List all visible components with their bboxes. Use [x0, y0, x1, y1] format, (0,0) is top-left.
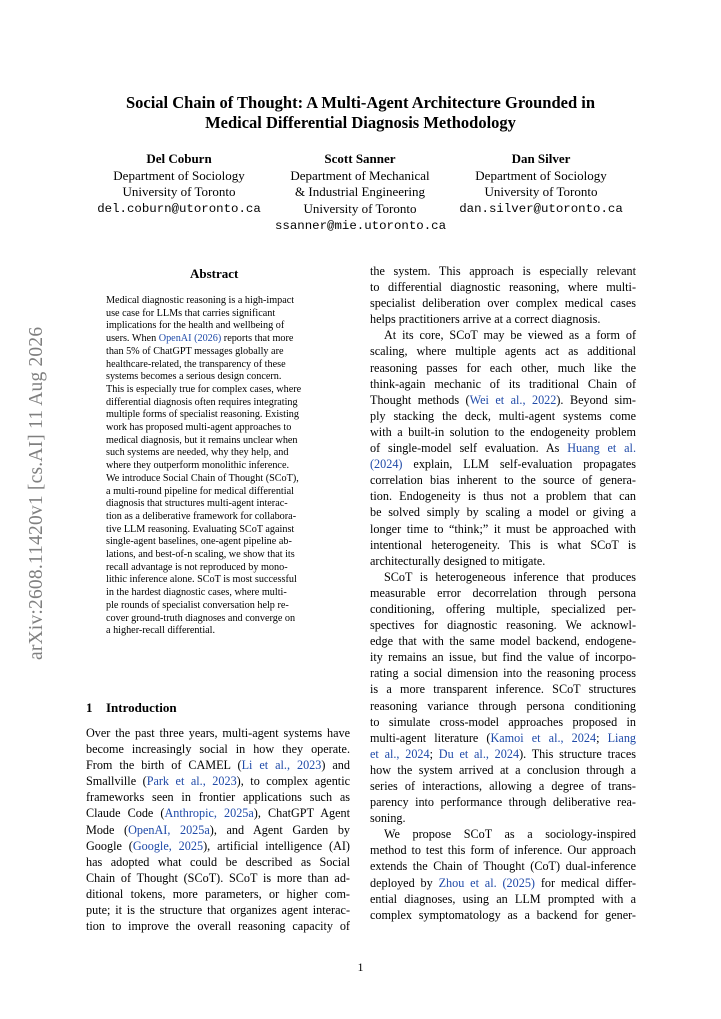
text-line: be solved simply by scaling a model or giving a [370, 505, 636, 520]
citation-link[interactable]: Liang [607, 730, 637, 745]
citation-link[interactable]: Wei et al., 2022 [469, 392, 557, 407]
text-line: Medical diagnostic reasoning is a high-impact [106, 295, 295, 306]
text-line: tive LLM reasoning. Evaluating SCoT against [106, 523, 295, 535]
abstract-heading: Abstract [190, 266, 239, 281]
text-line: At its core, SCoT may be viewed as a form of [384, 328, 636, 343]
text-line: From the birth of CAMEL (Li et al., 2023) and [86, 758, 350, 773]
text-line: think-again mechanic of its traditional Chain of [370, 376, 636, 391]
author-block-2 [270, 151, 450, 217]
text-line: Thought methods (Wei et al., 2022). Beyond sim- [370, 392, 636, 407]
text-line: lithic inference alone. SCoT is most successful [106, 574, 297, 586]
text-line: the system. This approach is especially relevant [370, 264, 636, 278]
author-affiliation: University of Toronto [122, 184, 236, 199]
text-line: how the system arrived at a conclusion through a [370, 762, 636, 777]
text-line: helps practitioners arrive at a correct diagnosis. [370, 312, 601, 327]
citation-link[interactable]: Li et al., 2023 [241, 758, 322, 773]
citation-link[interactable]: (2024) [370, 457, 403, 472]
text-line: parency into performance through deliberative rea- [370, 795, 636, 810]
text-line: has adopted what could be described as Social [86, 854, 350, 869]
text-line: ential diagnoses, using an LLM prompted with a [370, 891, 636, 906]
citation-link[interactable]: Park et al., 2023 [146, 774, 237, 789]
text-line: rating a social dimension into the reasoning process [370, 666, 636, 681]
text-line: systems becomes a serious design concern. [106, 371, 282, 383]
text-line: Mode (OpenAI, 2025a), and Agent Garden by [86, 822, 351, 837]
citation-link[interactable]: OpenAI, 2025a [128, 822, 210, 837]
author-affiliation: Department of Sociology [113, 167, 245, 183]
author-name: Scott Sanner [324, 151, 396, 166]
text-line: users. When OpenAI (2026) reports that more [106, 333, 294, 345]
text-line: where they outperform monolithic inference. [106, 460, 290, 472]
text-line: Over the past three years, multi-agent systems have [86, 726, 350, 740]
text-line: recall advantage is not reproduced by mono- [106, 561, 288, 573]
text-line: architecturally designed to mitigate. [370, 553, 546, 568]
left-column-text [86, 725, 350, 934]
citation-link[interactable]: Du et al., 2024 [438, 746, 520, 761]
text-line: edge that with the same model backend, endogene- [370, 634, 636, 649]
text-line: reasoning variance through persona conditioning [370, 698, 636, 713]
text-line: This is especially true for complex cases, where [106, 383, 302, 395]
text-line: Claude Code (Anthropic, 2025a), ChatGPT Agent [86, 806, 350, 821]
text-line: ditional tokens, more parameters, or higher com- [86, 886, 350, 901]
text-line: lations, and best-of-n scaling, we show that its [106, 549, 295, 561]
text-line: We propose SCoT as a sociology-inspired [384, 827, 636, 842]
text-line: tion as a deliberative framework for collabora- [106, 510, 297, 522]
author-email-2[interactable]: ssanner@mie.utoronto.ca [274, 219, 447, 233]
author-name: Dan Silver [511, 151, 571, 166]
text-line: complex symptomatology as a backend for gener- [370, 907, 636, 922]
text-line: in the hardest diagnostic cases, where multi- [106, 587, 287, 599]
text-line: reasoning passes for each other, much like the [370, 360, 636, 375]
author-affiliation: Department of Mechanical [290, 167, 430, 183]
text-line: become increasingly social in how they operate. [86, 742, 350, 757]
author-affiliation: University of Toronto [484, 184, 598, 199]
text-line: to simulate cross-model approaches proposed in [370, 714, 636, 729]
abstract-body [106, 295, 332, 638]
text-line: SCoT is heterogeneous inference that produces [384, 569, 636, 584]
text-line: pute; it is the structure that organizes agent interac- [86, 903, 350, 918]
section-number: 1 [86, 700, 93, 715]
text-line: frameworks seen in frontier applications such as [86, 790, 350, 805]
text-line: a multi-round pipeline for medical differential [106, 485, 294, 497]
text-line: tion. Endogeneity is thus not a problem that can [370, 489, 636, 504]
text-line: spectives for diagnostic reasoning. We acknowl- [370, 618, 636, 633]
text-line: than 5% of ChatGPT messages globally are [106, 345, 284, 357]
text-line: to differential diagnostic reasoning, where multi- [370, 280, 636, 295]
text-line: Chain of Thought (SCoT). SCoT is more than ad- [86, 870, 350, 885]
citation-link[interactable]: Kamoi et al., 2024 [490, 730, 597, 745]
title-line-1: Social Chain of Thought: A Multi-Agent Architecture Grounded in [125, 93, 596, 112]
text-line: conditioning, offering multiple, specialized per- [370, 601, 636, 616]
text-line: single-agent baselines, one-agent pipeline ab- [106, 536, 292, 548]
text-line: use case for LLMs that carries significant [106, 307, 276, 319]
text-line: correlation bias inherent to the source of genera- [370, 473, 636, 488]
text-line: is a more transparent inference. SCoT structures [370, 682, 636, 697]
page-number: 1 [357, 960, 364, 974]
paper-title [0, 93, 721, 133]
text-line: Smallville (Park et al., 2023), to complex agentic [86, 774, 350, 789]
text-line: et al., 2024; Du et al., 2024). This structure traces [370, 746, 636, 761]
text-line: cover ground-truth diagnoses and converge on [106, 612, 296, 624]
text-line: work has proposed multi-agent approaches to [106, 422, 292, 434]
text-line: intentional heterogeneity. This is what SCoT is [370, 537, 636, 552]
text-line: multiple forms of specialist reasoning. Existing [106, 409, 299, 421]
citation-link[interactable]: Zhou et al. (2025) [438, 875, 535, 890]
citation-link[interactable]: Huang et al. [567, 441, 636, 456]
text-line: method to test this form of inference. Our approach [370, 843, 636, 858]
text-line: ple rounds of specialist conversation help re- [106, 599, 289, 611]
text-line: ply stacking the deck, multi-agent systems come [370, 408, 636, 423]
text-line: with a built-in solution to the endogeneity problem [370, 424, 636, 439]
author-affiliation: University of Toronto [303, 200, 417, 216]
text-line: Google (Google, 2025), artificial intelligence (AI) [86, 838, 350, 853]
title-line-2: Medical Differential Diagnosis Methodology [205, 113, 516, 132]
citation-link[interactable]: Anthropic, 2025a [164, 806, 254, 821]
text-line: soning. [370, 811, 406, 826]
text-line: of single-model self evaluation. As Huang et al. [370, 441, 636, 456]
text-line: specialist deliberation over complex medical cases [370, 296, 636, 311]
citation-link[interactable]: et al., 2024 [370, 746, 430, 761]
author-name: Del Coburn [146, 151, 212, 166]
author-email[interactable]: dan.silver@utoronto.ca [459, 201, 623, 216]
arxiv-stamp: arXiv:2608.11420v1 [cs.AI] 11 Aug 2026 [26, 326, 47, 660]
text-line: a higher-recall differential. [106, 625, 216, 637]
text-line: (2024) explain, LLM self-evaluation propagates [370, 457, 636, 472]
text-line: ity remains an issue, but find the value of incorpo- [370, 650, 636, 665]
text-line: measurable error decorrelation through persona [370, 585, 636, 600]
author-affiliation: & Industrial Engineering [295, 184, 425, 199]
text-line: medical diagnosis, but it remains unclear when [106, 434, 298, 446]
text-line: tion to improve the overall reasoning capacity of [86, 919, 350, 934]
section-title: Introduction [106, 700, 177, 715]
author-block-3 [444, 151, 638, 217]
text-line: We introduce Social Chain of Thought (SCoT), [106, 472, 299, 484]
author-block-1 [84, 151, 274, 217]
text-line: scaling, where multiple agents act as additional [370, 344, 636, 359]
author-email[interactable]: del.coburn@utoronto.ca [97, 201, 261, 216]
text-line: such systems are needed, why they help, and [106, 447, 289, 459]
text-line: longer time to “think;” it must be approached with [370, 521, 636, 536]
author-affiliation: Department of Sociology [475, 167, 607, 183]
text-line: diagnosis that structures multi-agent interac- [106, 498, 288, 510]
text-line: differential diagnosis often requires integrating [106, 396, 298, 408]
text-line: deployed by Zhou et al. (2025) for medical differ- [370, 875, 636, 890]
text-line: extends the Chain of Thought (CoT) dual-inference [370, 859, 636, 874]
text-line: multi-agent literature (Kamoi et al., 2024; Liang [370, 730, 637, 745]
right-column-text [370, 263, 636, 923]
citation-link[interactable]: Google, 2025 [132, 838, 204, 853]
text-line: healthcare-related, the transparency of these [106, 358, 286, 370]
citation-link[interactable]: OpenAI (2026) [158, 333, 222, 345]
text-line: implications for the health and wellbeing of [106, 320, 285, 332]
section-heading [86, 700, 177, 716]
text-line: series of interactions, allowing a degree of trans- [370, 779, 636, 793]
